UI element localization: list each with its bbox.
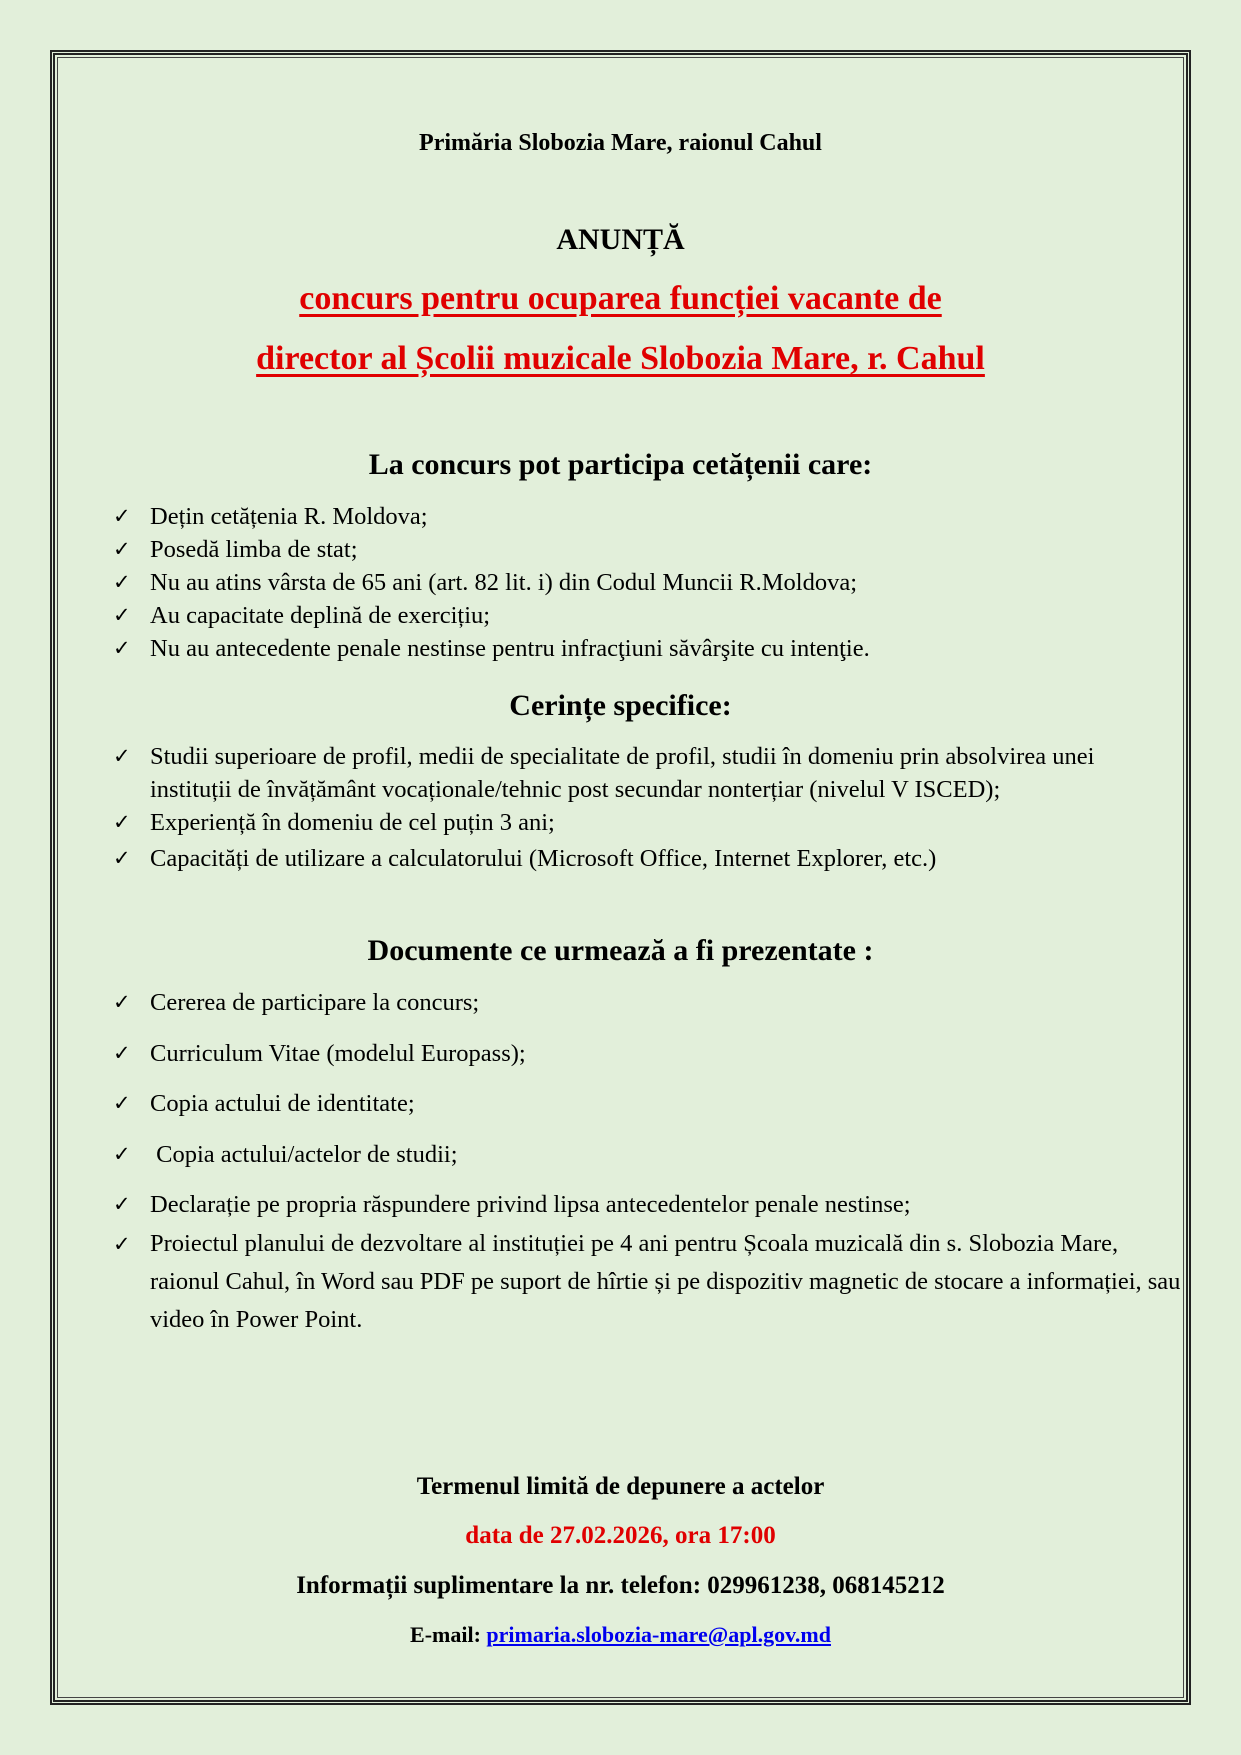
deadline-label: Termenul limită de depunere a actelor [416,1473,825,1500]
list-item [0,986,1241,1019]
check-icon: ✓ [113,504,131,528]
email-label: E-mail: [410,1622,487,1647]
list-item-text: Copia actului de identitate; [150,1090,415,1117]
contact-phone-info: Informații suplimentare la nr. telefon: 029961238, 068145212 [296,1572,945,1599]
check-icon: ✓ [113,570,131,594]
list-item [0,599,1241,632]
documents-list [0,986,1241,1357]
institution-header: Primăria Slobozia Mare, raionul Cahul [419,130,822,156]
check-icon: ✓ [113,1192,131,1216]
list-item [0,842,1241,875]
check-icon: ✓ [113,1141,131,1166]
list-item-text: Dețin cetățenia R. Moldova; [150,503,428,530]
list-item-text: Posedă limba de stat; [150,536,358,563]
list-item-text: Capacități de utilizare a calculatorului (Microsoft Office, Internet Explorer, etc.) [150,845,937,872]
requirements-heading: Cerințe specifice: [509,689,732,722]
contact-email [0,1620,1241,1650]
list-item [0,1037,1241,1070]
title-line-1-text: concurs pentru ocuparea funcției vacante de [299,280,942,317]
list-item-text: Curriculum Vitae (modelul Europass); [150,1039,526,1067]
list-item-text: Experiență în domeniu de cel puțin 3 ani; [150,809,555,836]
list-item [0,1138,1241,1171]
documents-heading: Documente ce urmează a fi prezentate : [367,934,874,967]
list-item [0,500,1241,533]
title-line-1 [0,278,1241,320]
check-icon: ✓ [113,636,131,660]
list-item [0,1225,1241,1339]
list-item-text: Proiectul planului de dezvoltare al instituției pe 4 ani pentru Școala muzicală din s. Slobozia Mare, raionul Cahul, în Word sau PDF pe suport de hîrtie și pe dispozitiv magnetic de stocare a informației, sau video în Power Point. [150,1230,1181,1333]
check-icon: ✓ [113,990,131,1014]
check-icon: ✓ [113,537,131,561]
list-item [0,533,1241,566]
list-item-text: Declarație pe propria răspundere privind lipsa antecedentelor penale nestinse; [150,1191,911,1218]
list-item [0,806,1241,839]
list-item-text: Cererea de participare la concurs; [150,989,480,1016]
check-icon: ✓ [113,846,131,870]
requirements-list [0,740,1241,875]
list-item-text: Au capacitate deplină de exercițiu; [150,602,491,629]
check-icon: ✓ [113,1091,131,1115]
check-icon: ✓ [113,1232,131,1256]
title-line-2-text: director al Școlii muzicale Slobozia Mare, r. Cahul [256,340,985,377]
title-line-2 [0,338,1241,380]
eligibility-list [0,500,1241,665]
check-icon: ✓ [113,603,131,627]
list-item [0,1188,1241,1221]
list-item-text: Nu au atins vârsta de 65 ani (art. 82 lit. i) din Codul Muncii R.Moldova; [150,569,857,596]
check-icon: ✓ [113,810,131,834]
email-link[interactable]: primaria.slobozia-mare@apl.gov.md [486,1622,831,1647]
list-item-text: Nu au antecedente penale nestinse pentru infracţiuni săvârşite cu intenţie. [150,635,870,662]
announce-heading: ANUNȚĂ [556,223,685,256]
deadline-date: data de 27.02.2026, ora 17:00 [465,1522,776,1549]
list-item-text: Copia actului/actelor de studii; [150,1140,458,1168]
list-item [0,740,1241,806]
list-item [0,566,1241,599]
check-icon: ✓ [113,744,131,768]
eligibility-heading: La concurs pot participa cetățenii care: [368,448,873,481]
list-item-text: Studii superioare de profil, medii de specialitate de profil, studii în domeniu prin absolvirea unei instituții de învățământ vocaționale/tehnic post secundar nonterțiar (nivelul V ISCED); [150,743,1095,803]
list-item [0,632,1241,665]
check-icon: ✓ [113,1040,131,1065]
list-item [0,1087,1241,1120]
